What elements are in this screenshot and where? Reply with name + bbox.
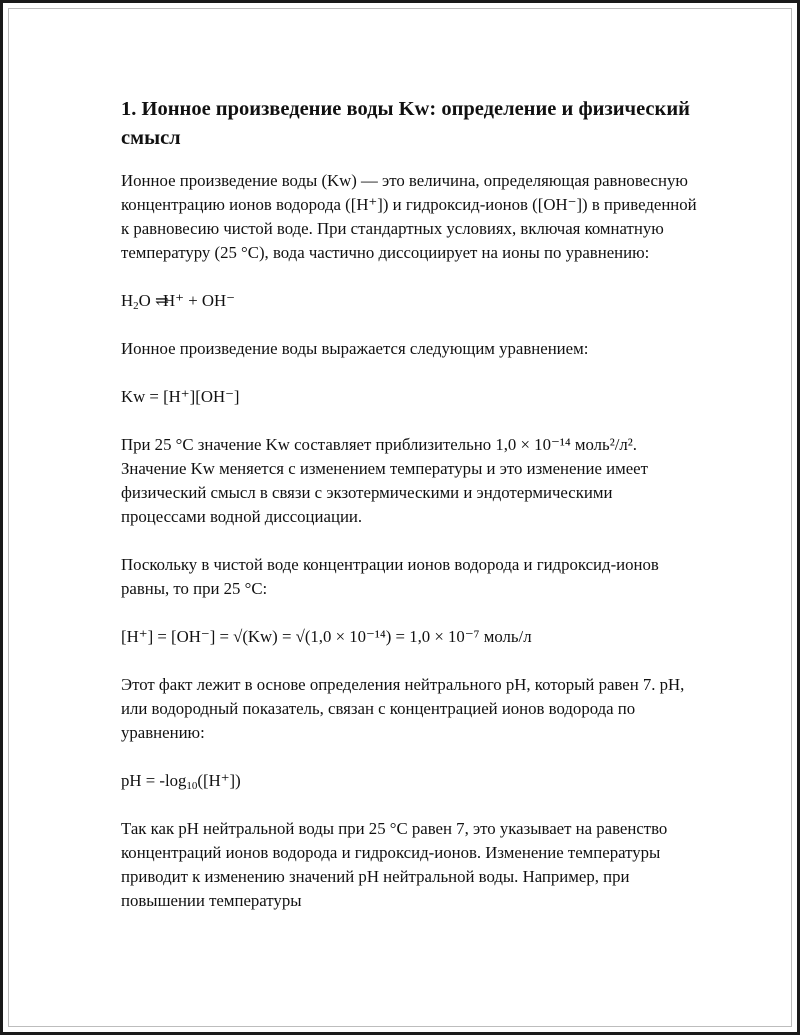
eq-subscript-10: 10 <box>186 780 198 792</box>
equation-kw: Kw = [H⁺][OH⁻] <box>121 387 240 406</box>
paragraph-kw-value: При 25 °C значение Kw составляет приблизительно 1,0 × 10⁻¹⁴ моль²/л². Значение Kw меняется с изменением температуры и это изменение имеет физический смысл в связи с экзотермическими и эндотермическими процессами водной диссоциации. <box>121 435 648 526</box>
document-content <box>121 95 701 913</box>
eq-o: O <box>138 291 155 310</box>
equilibrium-arrow: ⇌ <box>154 291 164 310</box>
paragraph-definition: Ионное произведение воды (Kw) — это величина, определяющая равновесную концентрацию ионов водорода ([H⁺]) и гидроксид-ионов ([OH⁻]) в приведенной к равновесию чистой воде. При стандартных условиях, включая комнатную температуру (25 °C), вода частично диссоциирует на ионы по уравнению: <box>121 171 697 262</box>
eq-ph-post: ([H⁺]) <box>197 771 241 790</box>
equation-ph <box>121 769 701 793</box>
equation-dissociation <box>121 289 701 313</box>
paragraph-temperature: Так как pH нейтральной воды при 25 °C равен 7, это указывает на равенство концентраций ионов водорода и гидроксид-ионов. Изменение температуры приводит к изменению значений pH нейтральной воды. Например, при повышении температуры <box>121 819 668 910</box>
paragraph-neutral-ph: Этот факт лежит в основе определения нейтрального pH, который равен 7. pH, или водородный показатель, связан с концентрацией ионов водорода по уравнению: <box>121 675 685 742</box>
paragraph-expression: Ионное произведение воды выражается следующим уравнением: <box>121 339 589 358</box>
paragraph-equal-concentrations: Поскольку в чистой воде концентрации ионов водорода и гидроксид-ионов равны, то при 25 °C: <box>121 555 659 598</box>
eq-products: H⁺ + OH⁻ <box>163 291 235 310</box>
section-heading: 1. Ионное произведение воды Kw: определение и физический смысл <box>121 98 690 149</box>
eq-h: H <box>121 291 134 310</box>
eq-subscript-2: 2 <box>133 300 139 312</box>
eq-ph-pre: pH = -log <box>121 771 187 790</box>
equation-concentration: [H⁺] = [OH⁻] = √(Kw) = √(1,0 × 10⁻¹⁴) = 1,0 × 10⁻⁷ моль/л <box>121 627 532 646</box>
